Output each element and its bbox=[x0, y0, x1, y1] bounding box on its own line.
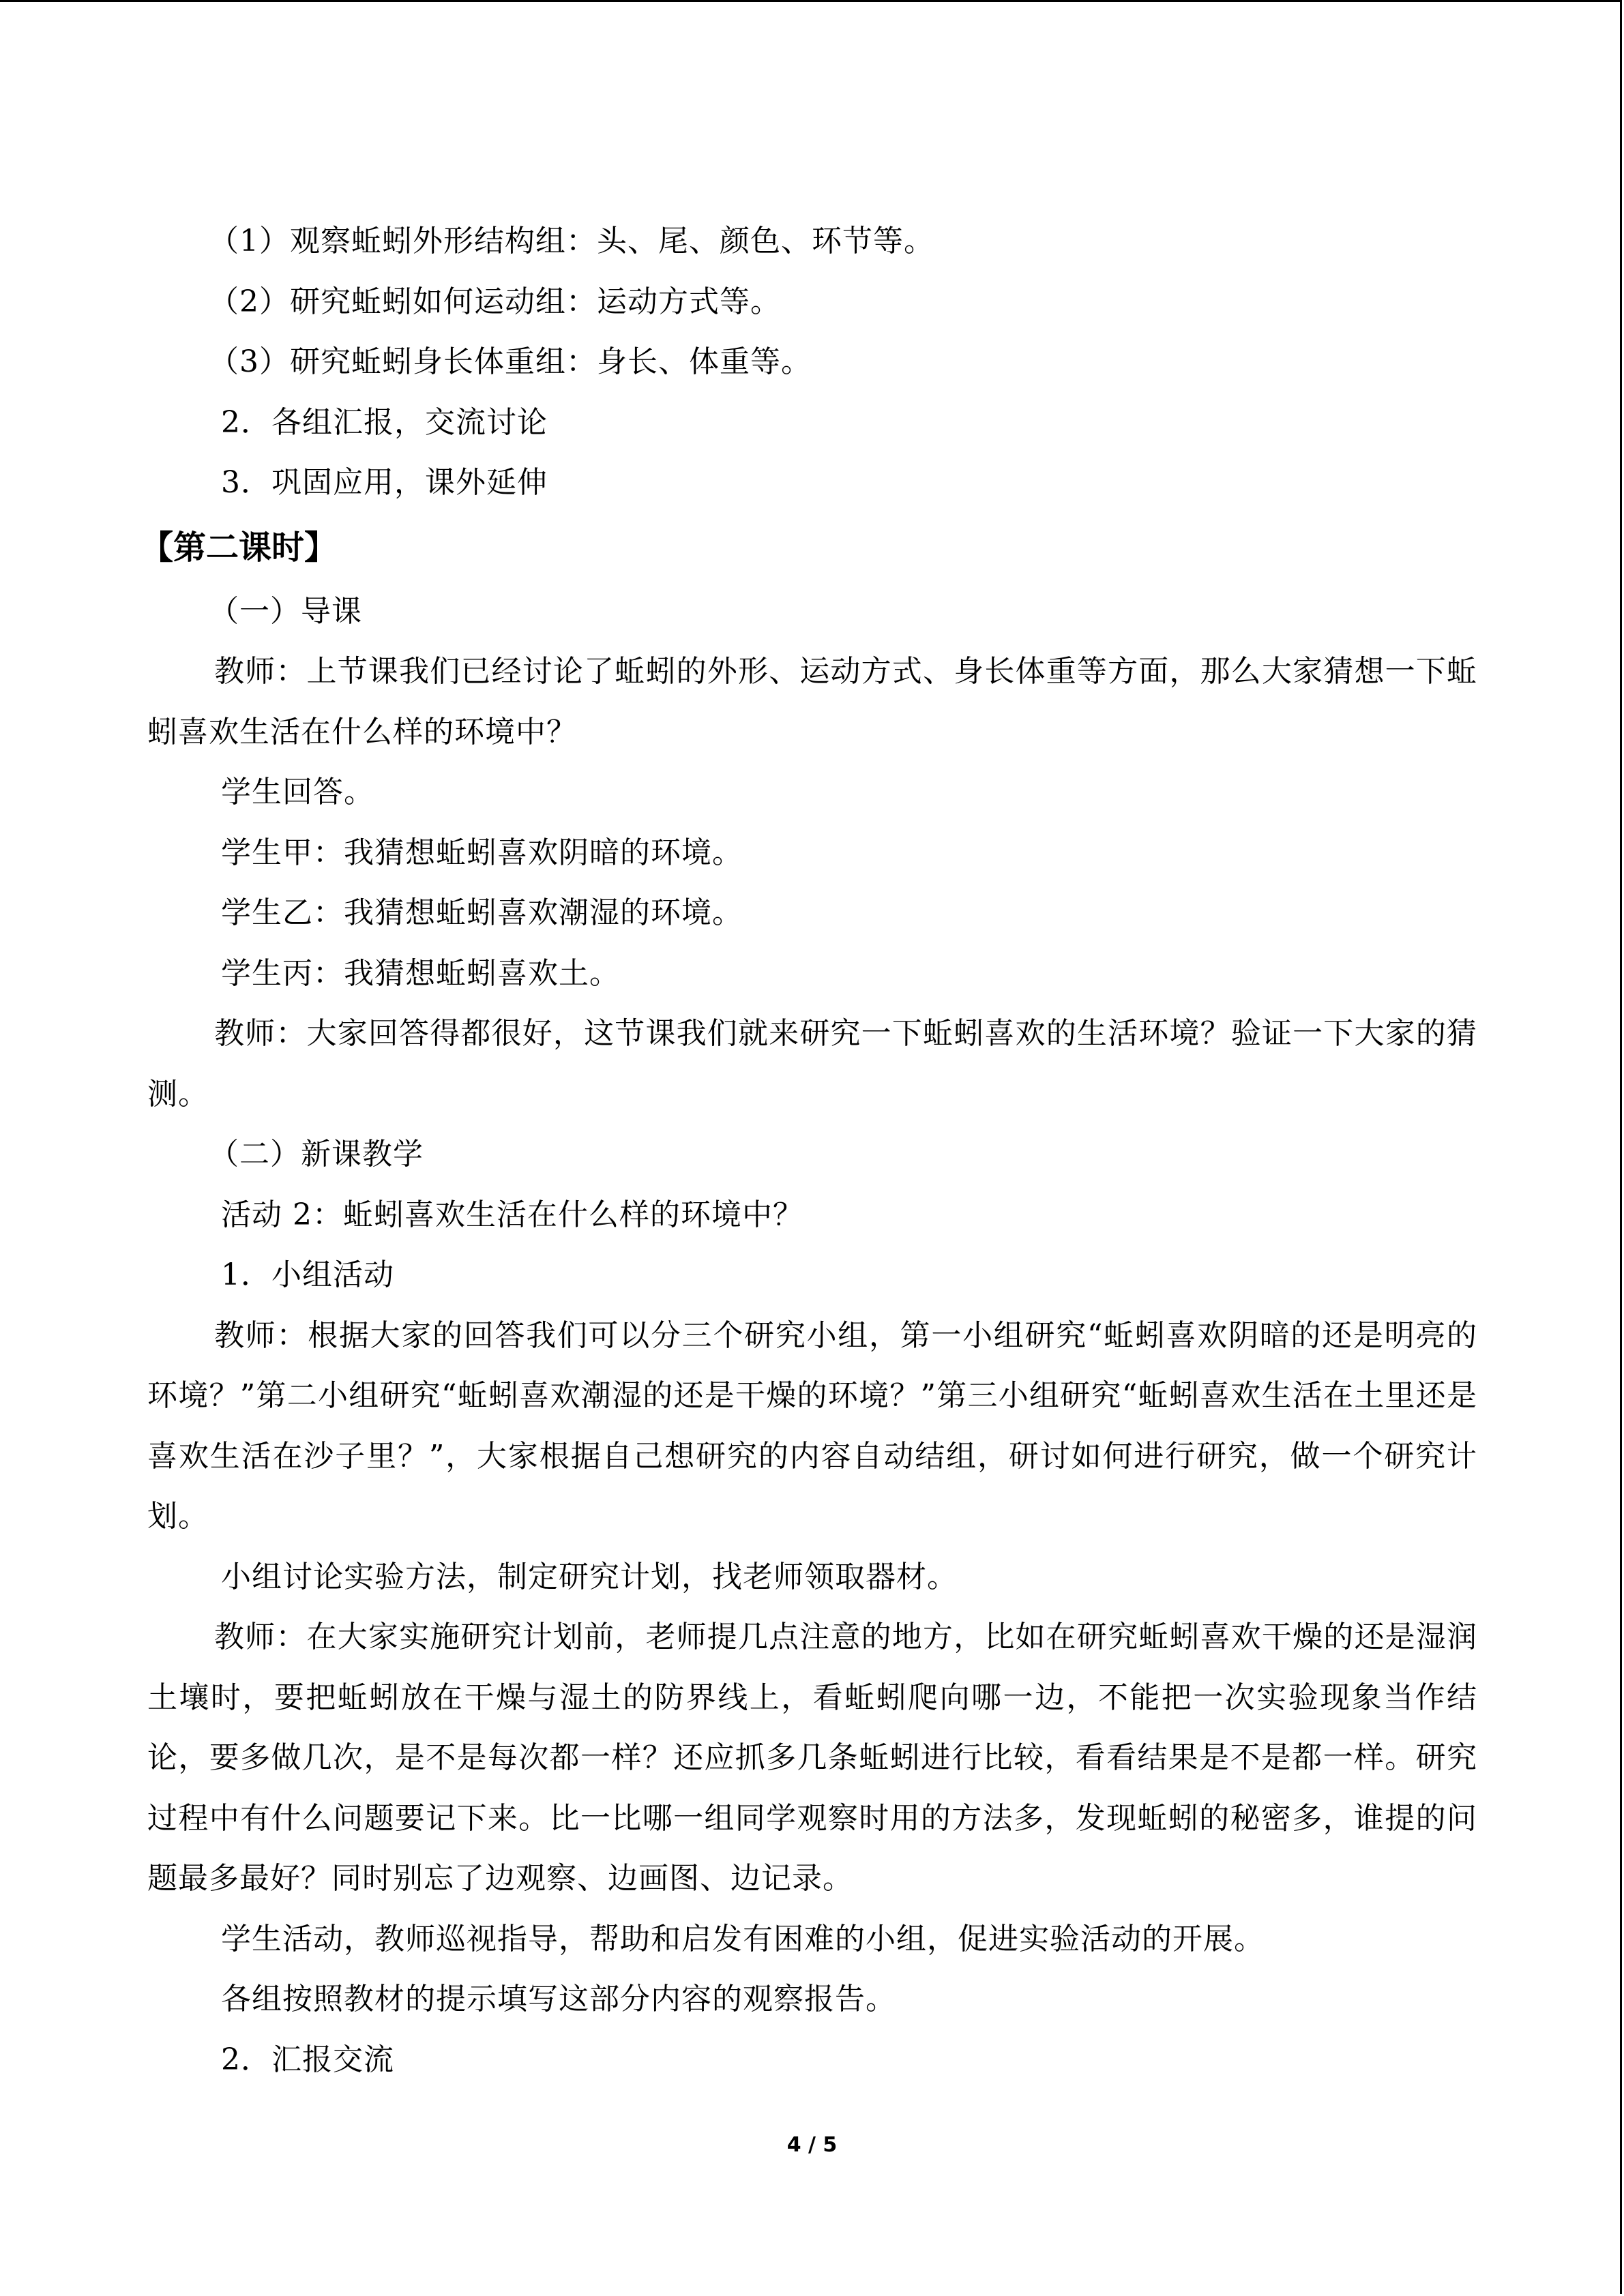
paragraph: 2．各组汇报，交流讨论 bbox=[221, 404, 548, 440]
paragraph: 教师：上节课我们已经讨论了蚯蚓的外形、运动方式、身长体重等方面，那么大家猜想一下蚯蚓喜欢生活在什么样的环境中？ bbox=[147, 654, 1477, 749]
paragraph: （二）新课教学 bbox=[209, 1137, 424, 1172]
paragraph: 学生丙：我猜想蚯蚓喜欢土。 bbox=[221, 955, 620, 991]
paragraph: 学生回答。 bbox=[221, 775, 374, 809]
document-body bbox=[141, 211, 1477, 2090]
paragraph: （1）观察蚯蚓外形结构组：头、尾、颜色、环节等。 bbox=[209, 224, 934, 258]
paragraph: 各组按照教材的提示填写这部分内容的观察报告。 bbox=[221, 1982, 896, 2016]
paragraph: 小组讨论实验方法，制定研究计划，找老师领取器材。 bbox=[221, 1559, 958, 1594]
paragraph: （3）研究蚯蚓身长体重组：身长、体重等。 bbox=[209, 344, 812, 379]
paragraph: 学生甲：我猜想蚯蚓喜欢阴暗的环境。 bbox=[221, 835, 743, 870]
paragraph: 2．汇报交流 bbox=[221, 2042, 394, 2077]
paragraph: 1．小组活动 bbox=[221, 1257, 394, 1292]
paragraph: 学生活动，教师巡视指导，帮助和启发有困难的小组，促进实验活动的开展。 bbox=[221, 1921, 1265, 1956]
section-heading: 【第二课时】 bbox=[141, 528, 338, 567]
paragraph: 学生乙：我猜想蚯蚓喜欢潮湿的环境。 bbox=[221, 895, 743, 930]
paragraph: 3．巩固应用，课外延伸 bbox=[221, 465, 548, 500]
paragraph: 活动 2：蚯蚓喜欢生活在什么样的环境中？ bbox=[221, 1197, 803, 1232]
paragraph: 教师：大家回答得都很好，这节课我们就来研究一下蚯蚓喜欢的生活环境？验证一下大家的猜测。 bbox=[147, 1016, 1477, 1112]
paragraph: 教师：在大家实施研究计划前，老师提几点注意的地方，比如在研究蚯蚓喜欢干燥的还是湿润土壤时，要把蚯蚓放在干燥与湿土的防界线上，看蚯蚓爬向哪一边，不能把一次实验现象当作结论，要多做几次，是不是每次都一样？还应抓多几条蚯蚓进行比较，看看结果是不是都一样。研究过程中有什么问题要记下来。比一比哪一组同学观察时用的方法多，发现蚯蚓的秘密多，谁提的问题最多最好？同时别忘了边观察、边画图、边记录。 bbox=[147, 1620, 1477, 1896]
paragraph: 教师：根据大家的回答我们可以分三个研究小组，第一小组研究“蚯蚓喜欢阴暗的还是明亮的环境？”第二小组研究“蚯蚓喜欢潮湿的还是干燥的环境？”第三小组研究“蚯蚓喜欢生活在土里还是喜欢生活在沙子里？”，大家根据自己想研究的内容自动结组，研讨如何进行研究，做一个研究计划。 bbox=[147, 1317, 1477, 1534]
page-number: 4 / 5 bbox=[786, 2133, 838, 2157]
paragraph: （2）研究蚯蚓如何运动组：运动方式等。 bbox=[209, 284, 781, 319]
paragraph: （一）导课 bbox=[209, 593, 362, 629]
